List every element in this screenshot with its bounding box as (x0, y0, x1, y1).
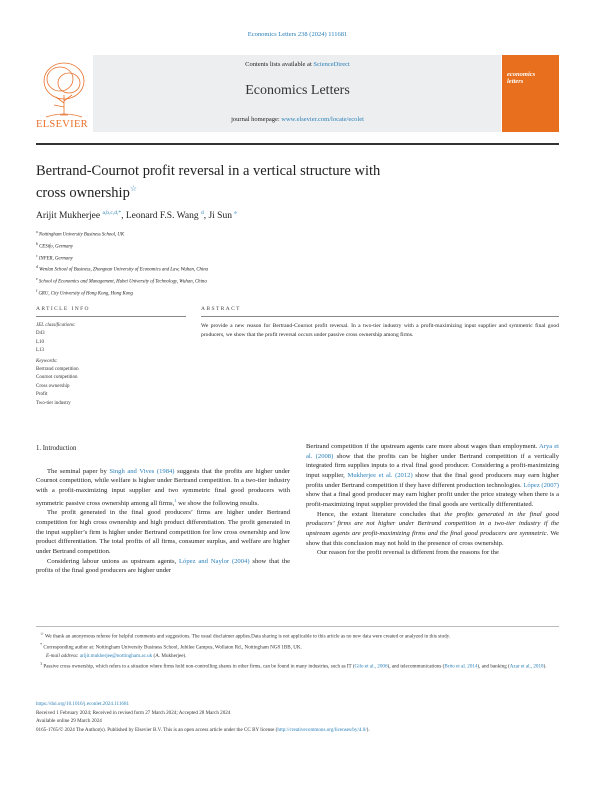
available-online: Available online 29 March 2024 (36, 718, 102, 725)
elsevier-wordmark: ELSEVIER (36, 119, 88, 130)
email-link[interactable]: arijit.mukherjee@nottingham.ac.uk (79, 652, 153, 659)
keyword: Bertrand competition (36, 367, 79, 373)
jel-code: L10 (36, 339, 45, 345)
citation-link[interactable]: Mukherjee et al. (2012) (347, 471, 413, 479)
affiliation-item: $^b$ CESifo, Germany (36, 241, 73, 250)
paragraph: Hence, the extant literature concludes that the profits generated in the final good producers’ firms are not higher under Bertrand competition in a two-tier industry if the upstream agents are profit-maximizing firms and the final good producers are symmetric. We show that this conclusion may not hold in the presence of cross ownership. (306, 510, 559, 547)
abstract-text: We provide a new reason for Bertrand-Cournot profit reversal. In a two-tier industry with a profit-maximizing input supplier and symmetric final good producers, we show that the profit reversal occurs under passive cross ownership among firms. (201, 323, 559, 338)
paragraph: Considering labour unions as upstream agents, López and Naylor (2004) show that the profits of the final good producers are higher under (36, 557, 290, 575)
license-line: 0165-1765/© 2024 The Author(s). Published by Elsevier B.V. This is an open access article under the CC BY license (http://creativecommons.org/licenses/by/4.0/). (36, 726, 370, 733)
journal-cover-thumbnail[interactable] (502, 55, 559, 132)
affiliation-item: $^e$ School of Economics and Management, Hubei University of Technology, Wuhan, China (36, 277, 207, 285)
author-affil-sup[interactable]: a,b,c,d,* (102, 210, 122, 216)
keyword: Two-tier industry (36, 400, 71, 406)
footnote-1: $^1$ Passive cross ownership, which refers to a situation where firms hold non-controlling shares in other firms, can be found in many industries, such as IT (Gilo et al., 2006), and telecommunications (Brito et al. 2014), and banking (Azar et al., 2018). (40, 661, 547, 670)
citation-link[interactable]: Gilo et al., 2006 (354, 663, 388, 670)
title-footnote-mark[interactable]: ☆ (129, 184, 138, 193)
jel-code: D43 (36, 331, 45, 337)
article-info-heading: ARTICLE INFO (36, 306, 90, 312)
footnote-divider (36, 626, 559, 627)
citation-link[interactable]: Azar et al., 2018 (509, 663, 544, 670)
journal-title[interactable]: Economics Letters (245, 83, 350, 98)
author-name: Leonard F.S. Wang (125, 211, 199, 222)
homepage-prefix: journal homepage: (231, 116, 282, 123)
abstract-heading: ABSTRACT (201, 306, 241, 312)
citation-link[interactable]: López and Naylor (2004) (179, 557, 250, 565)
keyword: Profit (36, 392, 48, 398)
body-left-column (36, 444, 290, 576)
citation-link[interactable]: Arya et al. (2008) (306, 443, 559, 460)
paragraph: Bertrand competition if the upstream agents care more about wages than employment. Arya et al. (2008) show that the profits can be higher under Bertrand competition if a vertically integrated firm supplies inputs to a rival final good producer. Considering a profit-maximizing input supplier, Mukherjee et al. (2012) show that the final good producers may earn higher profits under Bertrand competition if they have different production technologies. López (2007) show that a final good producer may earn higher profit under the price strategy when there is a profit-maximizing input supplier provided the final goods are vertically differentiated. (306, 443, 560, 508)
paragraph: Our reason for the profit reversal is different from the reasons for the (317, 549, 499, 557)
article-title-line-1: Bertrand-Cournot profit reversal in a vertical structure with (36, 163, 381, 179)
paragraph: The profit generated in the final good producers’ firms are higher under Bertrand competition for high cross ownership and high product differentiation. The profit generated in the input supplier’s firm is higher under Bertrand competition for low cross ownership and low product differentiation. The total profits of all firms, consumer surplus, and welfare are higher under Bertrand competition. (36, 509, 290, 556)
footnote-ref[interactable]: 1 (174, 497, 177, 503)
author-separator: , (203, 211, 209, 222)
journal-reference[interactable]: Economics Letters 238 (2024) 111681 (247, 31, 348, 38)
abstract-rule (201, 316, 559, 317)
cover-title-line-2: letters (507, 78, 524, 85)
footnote-corresponding: * Corresponding author at: Nottingham University Business School, Jubilee Campus, Wollaton Rd., Nottingham NG8 1BB, UK. (40, 641, 302, 651)
paragraph: The seminal paper by Singh and Vives (1984) suggests that the profits are higher under Cournot competition, while welfare is higher under Bertrand competition. In a two-tier industry with a profit-maximizing input supplier and two symmetric final good producers with symmetric passive cross ownership among all firms,$^1$ we show the following results. (36, 467, 291, 507)
keywords-label: Keywords: (36, 358, 58, 364)
doi-link[interactable]: https://doi.org/10.1016/j.econlet.2024.111681 (36, 701, 130, 707)
sciencedirect-link[interactable]: ScienceDirect (313, 61, 350, 68)
citation-link[interactable]: Brito et al. 2014 (444, 663, 478, 670)
article-info-list (36, 322, 186, 408)
author-list (36, 210, 237, 221)
author-affil-sup[interactable]: e (234, 210, 237, 216)
jel-label: JEL classifications: (36, 323, 76, 328)
citation-link[interactable]: Singh and Vives (1984) (109, 467, 175, 475)
homepage-link[interactable]: www.elsevier.com/locate/ecolet (281, 116, 364, 123)
elsevier-tree-logo-icon[interactable] (36, 55, 92, 129)
affiliation-item: $^c$ INFER, Germany (36, 253, 73, 262)
citation-link[interactable]: López (2007) (523, 481, 560, 489)
author-separator: , (121, 211, 126, 222)
body-right-column (306, 442, 559, 558)
received-dates: Received 1 February 2024; Received in revised form 27 March 2024; Accepted 28 March 2024 (36, 709, 231, 716)
jel-code: L13 (36, 348, 45, 354)
section-heading: 1. Introduction (36, 445, 77, 452)
author-affil-sup[interactable]: d (200, 210, 204, 216)
contents-prefix: Contents lists available at (245, 61, 314, 68)
emphasized-text: the profits generated in the final good producers’ firms are not higher under Bertrand competition in a two-tier industry if the upstream agents are profit-maximizing firms and the final good producers are symmetric (306, 510, 559, 537)
author-name: Arijit Mukherjee (36, 211, 101, 222)
article-title-line-2: cross ownership (36, 184, 130, 201)
footnote-email: E-mail address: arijit.mukherjee@nottingham.ac.uk (A. Mukherjee). (46, 652, 187, 659)
affiliation-item: $^a$ Nottingham University Business School, UK (36, 230, 125, 238)
keyword: Cross ownership (36, 383, 70, 389)
header-divider (36, 143, 559, 145)
author-name: Ji Sun (208, 211, 232, 222)
article-metadata (36, 700, 559, 734)
keyword: Cournot competition (36, 375, 78, 381)
article-title (36, 163, 436, 202)
affiliation-item: $^f$ GRU, City University of Hong Kong, Hong Kong (36, 288, 133, 297)
affiliation-item: $^d$ Wenlan School of Business, Zhongnan University of Economics and Law, Wuhan, China (36, 265, 209, 273)
license-link[interactable]: http://creativecommons.org/licenses/by/4.0/ (277, 726, 367, 733)
footnote-acknowledgement: ☆ We thank an anonymous referee for helpful comments and suggestions. The usual disclaimer applies.Data sharing is not applicable to this article as no new data were created or analyzed in this study. (40, 631, 451, 640)
footnotes (36, 630, 559, 671)
affiliations (36, 228, 208, 299)
article-info-rule (36, 316, 186, 317)
cover-title-line-1: economics (507, 71, 536, 78)
